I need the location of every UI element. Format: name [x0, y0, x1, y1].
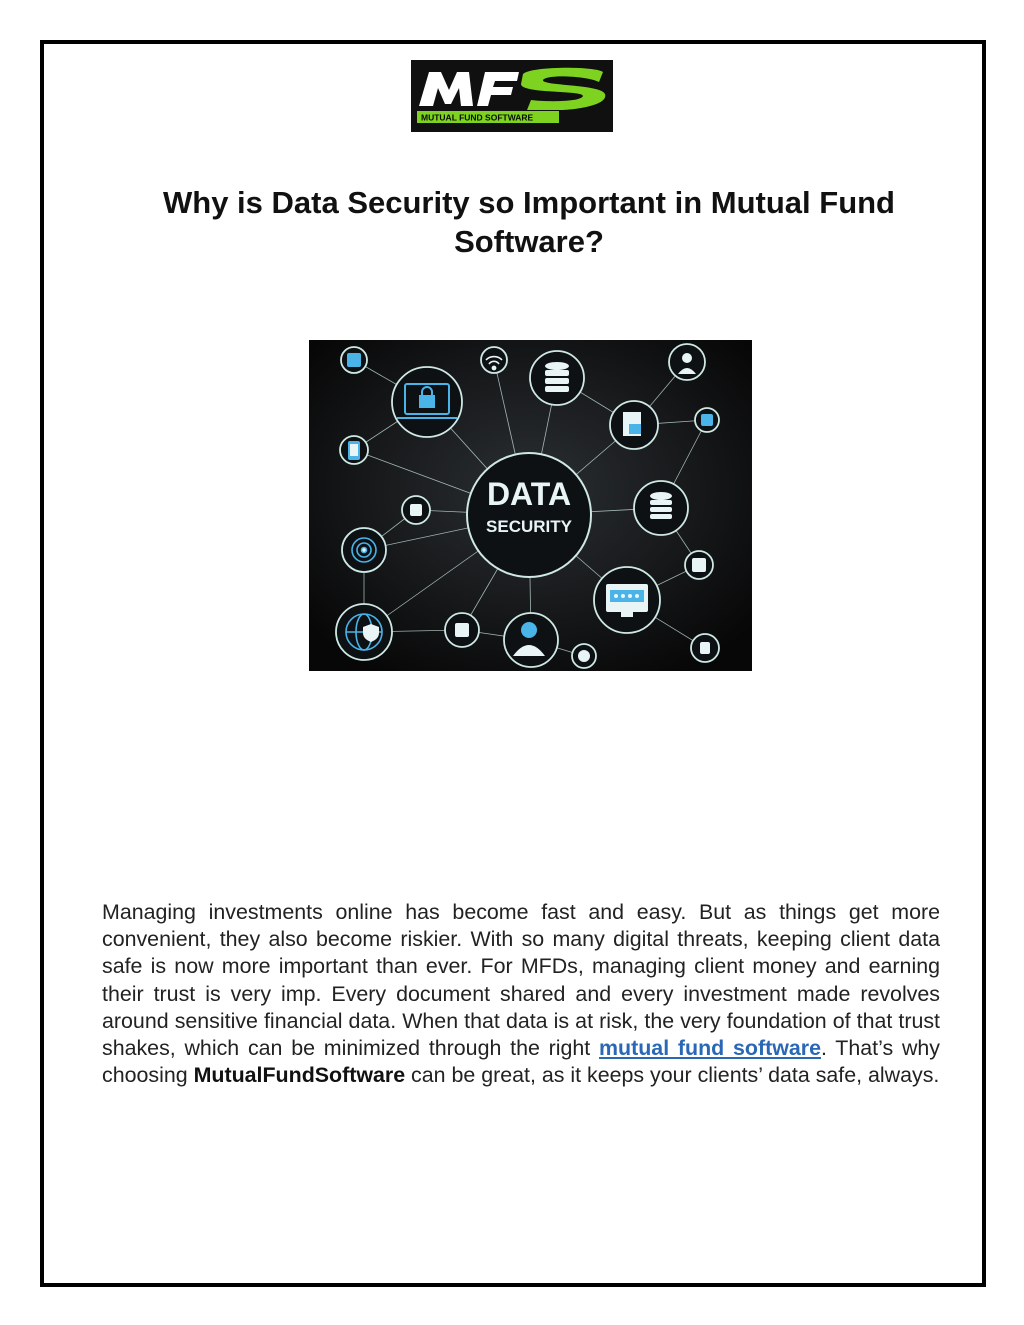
- hero-label-security: SECURITY: [486, 517, 572, 536]
- mutual-fund-software-link[interactable]: mutual fund software: [599, 1036, 821, 1061]
- page-title: Why is Data Security so Important in Mutual Fund Software?: [163, 185, 895, 259]
- hero-label-data: DATA: [486, 476, 572, 512]
- mobile-icon: [348, 441, 360, 460]
- body-paragraph: [102, 899, 940, 1089]
- body-text-middle: . That’s why choosing: [102, 1036, 940, 1088]
- data-security-image: [309, 340, 752, 671]
- mfs-logo: [411, 60, 613, 132]
- data-security-illustration: [309, 340, 752, 671]
- mfs-logo-graphic: [411, 60, 613, 132]
- brand-name: MutualFundSoftware: [193, 1063, 406, 1088]
- body-text-end: can be great, as it keeps your clients’ data safe, always.: [405, 1063, 940, 1088]
- file-lock-icon: [623, 412, 641, 436]
- body-text-intro: Managing investments online has become fast and easy. But as things get more convenient, they also become riskier. With so many digital threats, keeping client data safe is now more important than ever. For MFDs, managing client money and earning their trust is very imp. Every document shared and every investment made revolves around sensitive financial data. When that data is at risk, the very foundation of that trust shakes, which can be minimized through the right: [102, 900, 940, 1061]
- logo-tagline: MUTUAL FUND SOFTWARE: [421, 112, 534, 123]
